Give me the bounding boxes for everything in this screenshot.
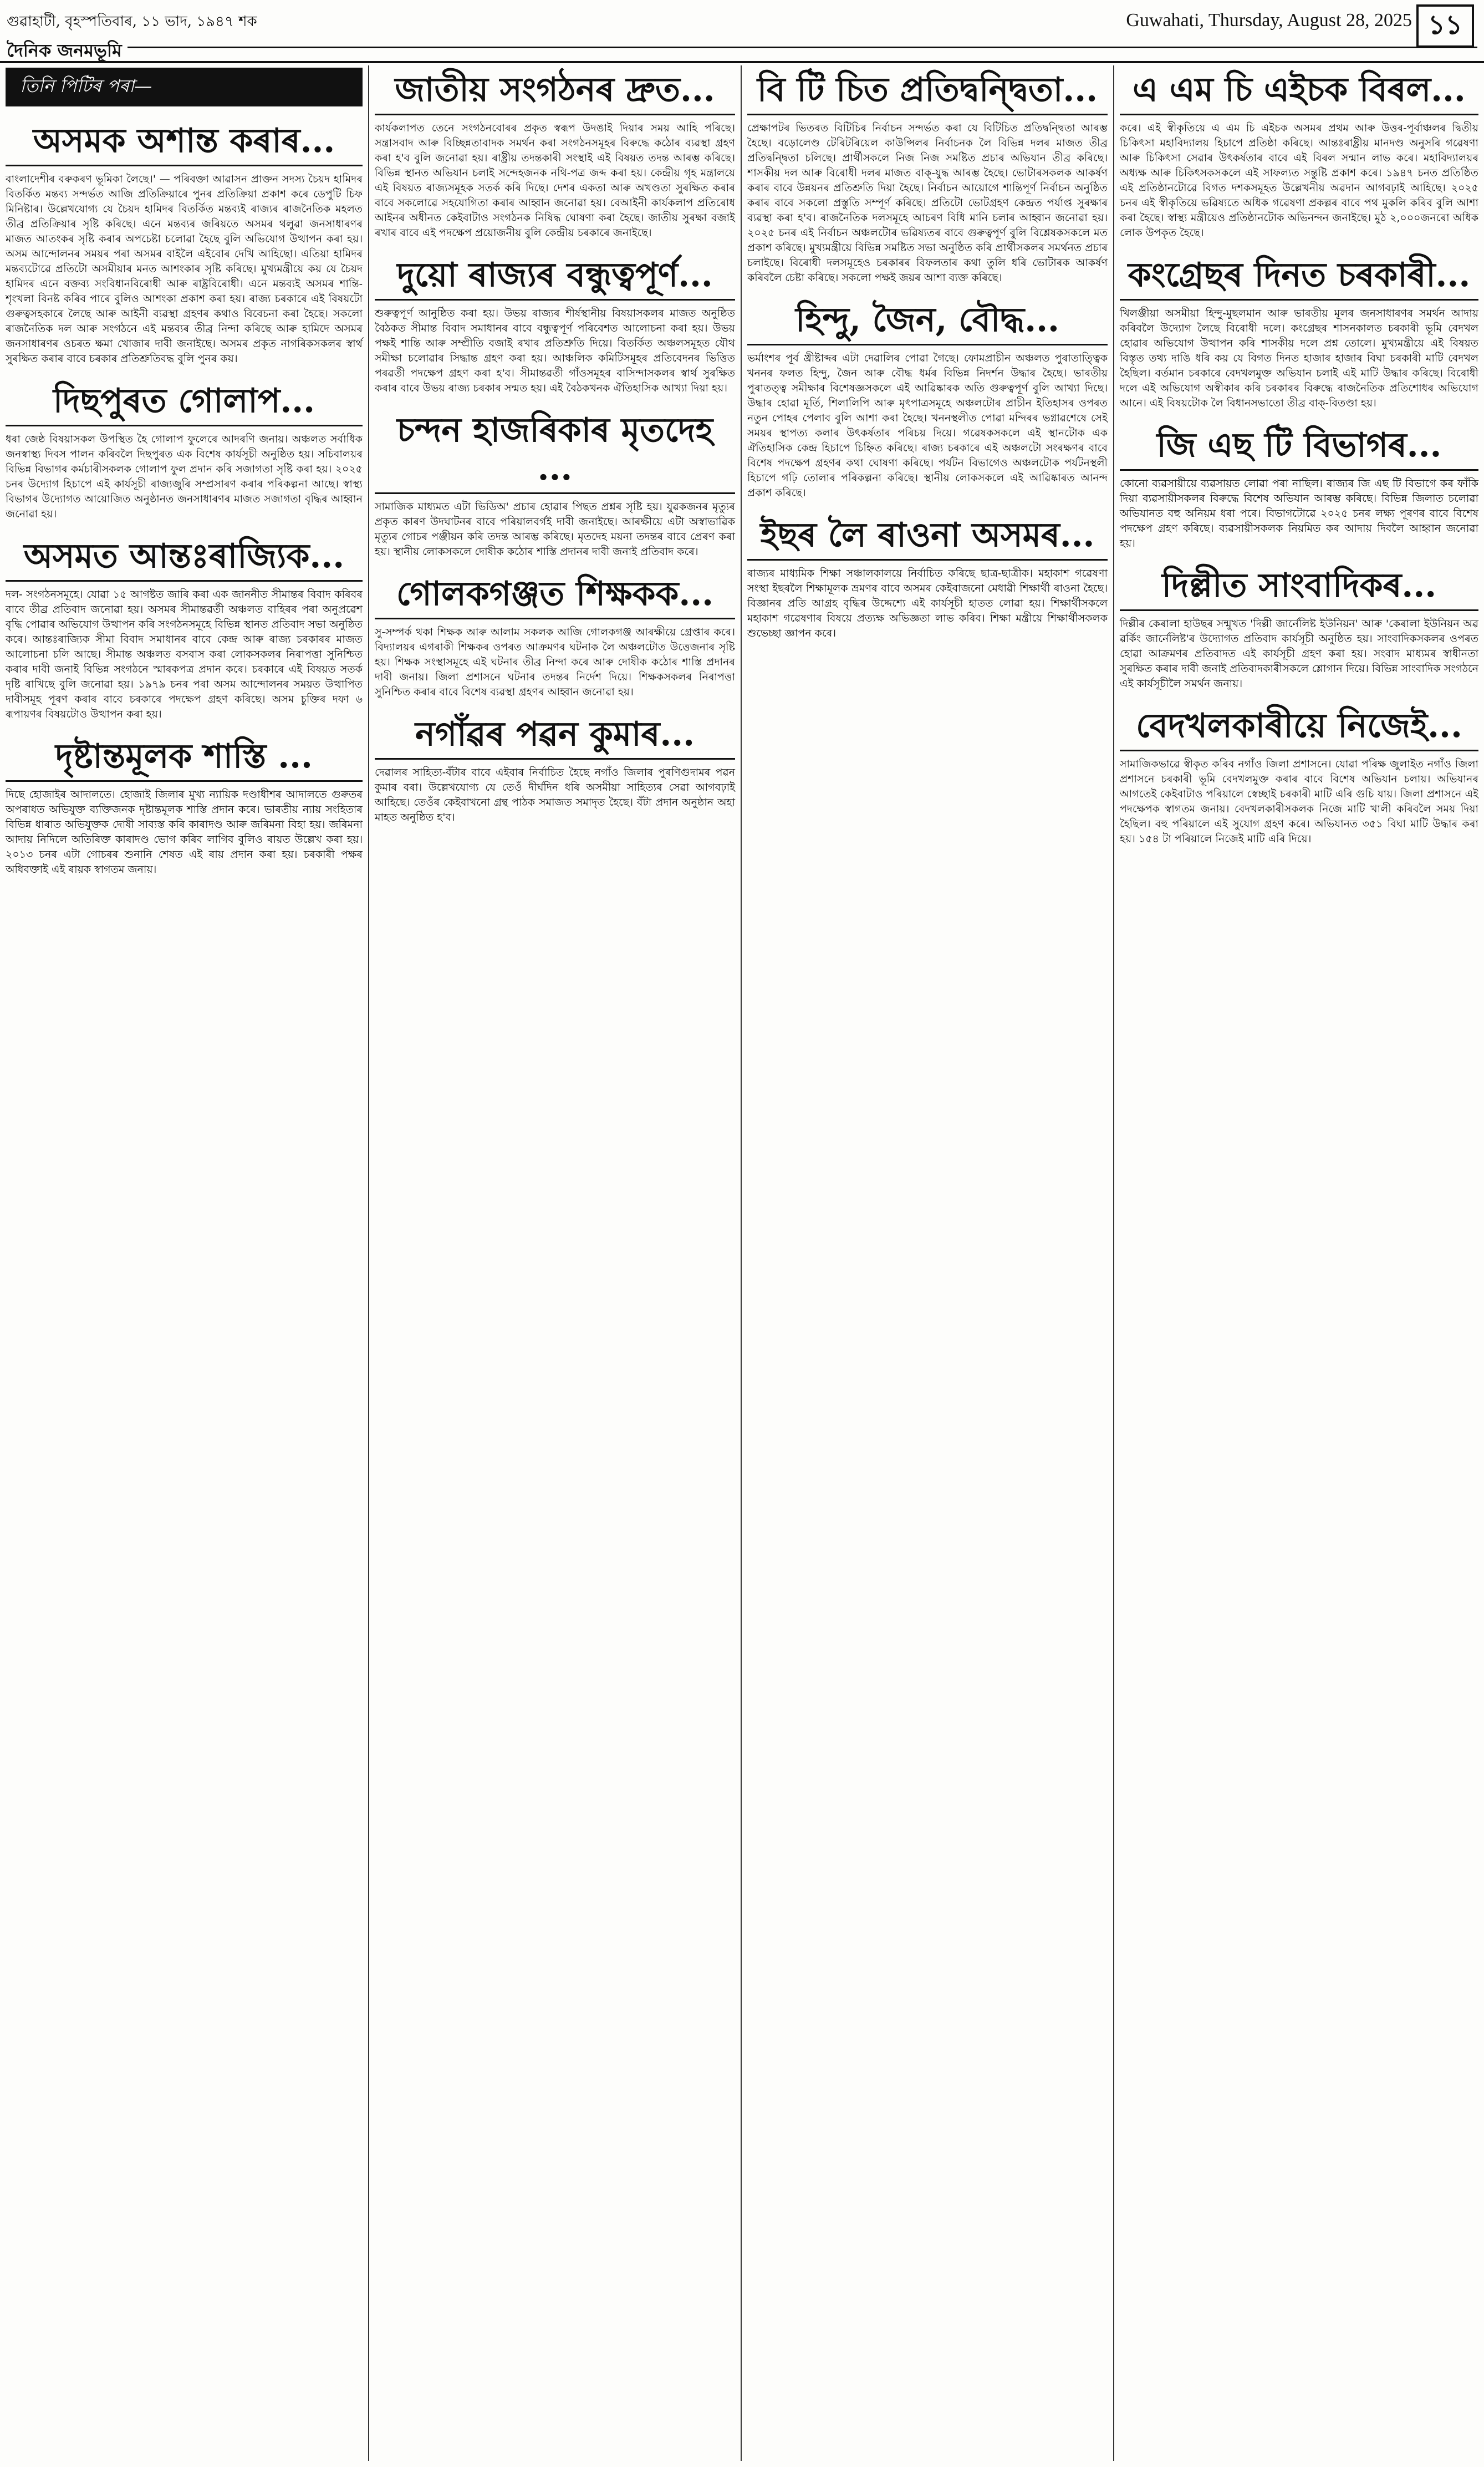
article-body: কাৰ্যকলাপত তেনে সংগঠনবোৰৰ প্ৰকৃত স্বৰূপ উদঙাই দিয়াৰ সময় আহি পৰিছে। সন্ত্ৰাসবাদ আৰু বিচ্ছিন্নতাবাদক সমৰ্থন কৰা সংগঠনসমূহৰ বিৰুদ্ধে কঠোৰ ব্যৱস্থা গ্ৰহণ কৰা হ'ব বুলি জনোৱা হয়। ৰাষ্ট্ৰীয় তদন্তকাৰী সংস্থাই এই বিষয়ত তদন্ত আৰম্ভ কৰিছে। বিভিন্ন স্থানত অভিযান চলাই সন্দেহজনক নথি-পত্ৰ জব্দ কৰা হয়। কেন্দ্ৰীয় গৃহ মন্ত্ৰালয়ে এই বিষয়ত ৰাজ্যসমূহক সতৰ্ক কৰি দিছে। দেশৰ একতা আৰু অখণ্ডতা সুৰক্ষিত কৰাৰ বাবে সকলোৱে সহযোগিতা কৰাৰ আহ্বান জনোৱা হয়। বেআইনী কাৰ্যকলাপ প্ৰতিৰোধ আইনৰ অধীনত কেইবাটাও সংগঠনক নিষিদ্ধ ঘোষণা কৰা হৈছে। জাতীয় সুৰক্ষা বজাই ৰখাৰ বাবে এই পদক্ষেপ প্ৰয়োজনীয় বুলি কেন্দ্ৰীয় চৰকাৰে জনাইছে। xyxy=(375,122,735,239)
headline: অসমত আন্তঃৰাজ্যিক... xyxy=(6,532,363,582)
article xyxy=(1120,65,1478,241)
headline: বি টি চিত প্ৰতিদ্বন্দ্বিতা... xyxy=(747,65,1108,115)
header-rule xyxy=(128,47,1477,48)
column-divider xyxy=(741,65,742,2461)
article xyxy=(375,251,735,396)
column-2 xyxy=(375,65,735,835)
article-body: সামাজিকভাৱে স্বীকৃত কৰিব নগাঁও জিলা প্ৰশাসনে। যোৱা পৰিক্ষ জুলাইত নগাঁও জিলা প্ৰশাসনে চৰকাৰী ভূমি বেদখলমুক্ত কৰাৰ বাবে বিশেষ অভিযান চলায়। অভিযানৰ আগতেই কেইবাটাও পৰিয়ালে স্বেচ্ছাই চৰকাৰী মাটি এৰি গুচি যায়। জিলা প্ৰশাসনে এই পদক্ষেপক স্বাগতম জনায়। বেদখলকাৰীসকলক নিজে মাটি খালী কৰিবলৈ সময় দিয়া হৈছিল। বহু পৰিয়ালে এই সুযোগ গ্ৰহণ কৰে। অভিযানত ৩৫১ বিঘা মাটি উদ্ধাৰ কৰা হয়। ১৫৪ টা পৰিয়ালে নিজেই মাটি এৰি দিয়ে। xyxy=(1120,758,1478,845)
article-body: ধৰা জেষ্ঠ বিষয়াসকল উপস্থিত হৈ গোলাপ ফুলেৰে আদৰণি জনায়। অঞ্চলত সৰ্বাধিক জনস্বাস্থ্য দিবস পালন কৰিবলৈ দিছপুৰত এক বিশেষ কাৰ্যসূচী অনুষ্ঠিত হয়। সচিবালয়ৰ বিভিন্ন বিভাগৰ কৰ্মচাৰীসকলক গোলাপ ফুল প্ৰদান কৰি সজাগতা সৃষ্টি কৰা হয়। ২০২৫ চনৰ উদ্যোগ হিচাপে এই কাৰ্যসূচী ৰাজ্যজুৰি সম্প্ৰসাৰণ কৰাৰ পৰিকল্পনা আছে। স্বাস্থ্য বিভাগৰ উদ্যোগত আয়োজিত অনুষ্ঠানত জনসাধাৰণৰ মাজত সজাগতা বৃদ্ধিৰ আহ্বান জনোৱা হয়। xyxy=(6,433,363,520)
article-body: সু-সম্পৰ্ক থকা শিক্ষক আৰু আলাম সকলক আজি গোলকগঞ্জ আৰক্ষীয়ে গ্ৰেপ্তাৰ কৰে। বিদ্যালয়ৰ এগৰাকী শিক্ষকৰ ওপৰত আক্ৰমণৰ ঘটনাক লৈ অঞ্চলটোত উত্তেজনাৰ সৃষ্টি হয়। শিক্ষক সংস্থাসমূহে এই ঘটনাৰ তীব্ৰ নিন্দা কৰে আৰু দোষীক কঠোৰ শাস্তি প্ৰদানৰ দাবী জনায়। জিলা প্ৰশাসনে ঘটনাৰ তদন্তৰ নিৰ্দেশ দিয়ে। শিক্ষকসকলৰ নিৰাপত্তা সুনিশ্চিত কৰাৰ বাবে বিশেষ ব্যৱস্থা গ্ৰহণৰ আহ্বান জনোৱা হয়। xyxy=(375,626,735,698)
headline: ইছৰ লৈ ৰাওনা অসমৰ... xyxy=(747,511,1108,561)
page-number: ১১ xyxy=(1416,4,1474,48)
article xyxy=(1120,421,1478,551)
article-body: খিলঞ্জীয়া অসমীয়া হিন্দু-মুছলমান আৰু ভাৰতীয় মূলৰ জনসাধাৰণৰ সমৰ্থন আদায় কৰিবলৈ উদ্যোগ লৈছে বিৰোধী দলে। কংগ্ৰেছৰ শাসনকালত চৰকাৰী ভূমি বেদখল হোৱাৰ অভিযোগ উত্থাপন কৰি শাসকীয় দলে প্ৰশ্ন তোলে। মুখ্যমন্ত্ৰীয়ে এই বিষয়ত বিস্তৃত তথ্য দাঙি ধৰি কয় যে বিগত দিনত হাজাৰ হাজাৰ বিঘা চৰকাৰী মাটি বেদখল হৈছিল। বৰ্তমান চৰকাৰে বেদখলমুক্ত অভিযান চলাই এই মাটি উদ্ধাৰ কৰিছে। বিৰোধী দলে এই অভিযোগ অস্বীকাৰ কৰি চৰকাৰৰ বিৰুদ্ধে ৰাজনৈতিক প্ৰতিশোধৰ অভিযোগ আনে। এই বিষয়টোক লৈ বিধানসভাতো তীব্ৰ বাক্-বিতণ্ডা হয়। xyxy=(1120,307,1478,409)
headline: দুয়ো ৰাজ্যৰ বন্ধুত্বপূৰ্ণ... xyxy=(375,251,735,301)
article-body: দল- সংগঠনসমূহে। যোৱা ১৫ আগষ্টত জাৰি কৰা এক জাননীত সীমান্তৰ বিবাদ কৰিবৰ বাবে তীব্ৰ প্ৰতিবাদ জনোৱা হয়। অসমৰ সীমান্তৱৰ্তী অঞ্চলত বাহিৰৰ পৰা অনুপ্ৰৱেশ বৃদ্ধি পোৱাৰ অভিযোগ উত্থাপন কৰি সংগঠনসমূহে বিভিন্ন স্থানত প্ৰতিবাদ সভা অনুষ্ঠিত কৰে। আন্তঃৰাজ্যিক সীমা বিবাদ সমাধানৰ বাবে কেন্দ্ৰ আৰু ৰাজ্য চৰকাৰৰ মাজত আলোচনা চলি আছে। সীমান্ত অঞ্চলত বসবাস কৰা লোকসকলৰ নিৰাপত্তা সুনিশ্চিত কৰাৰ দাবী জনাই বিভিন্ন সংগঠনে স্মাৰকপত্ৰ প্ৰদান কৰে। চৰকাৰে এই বিষয়ত সতৰ্ক দৃষ্টি ৰাখিছে বুলি জনোৱা হয়। ১৯৭৯ চনৰ পৰা অসম আন্দোলনৰ সময়ত উত্থাপিত দাবীসমূহ পূৰণ কৰাৰ বাবে চৰকাৰে পদক্ষেপ গ্ৰহণ কৰিছে। অসম চুক্তিৰ দফা ৬ ৰূপায়ণৰ বিষয়টোও উত্থাপন কৰা হয়। xyxy=(6,588,363,720)
headline: জাতীয় সংগঠনৰ দ্ৰুত... xyxy=(375,65,735,115)
page-header xyxy=(0,0,1484,63)
article xyxy=(6,377,363,522)
column-divider xyxy=(368,65,369,2461)
article xyxy=(6,116,363,367)
headline: হিন্দু, জৈন, বৌদ্ধ... xyxy=(747,296,1108,345)
article-body: ৰাজ্যৰ মাধ্যমিক শিক্ষা সঞ্চালকালয়ে নিৰ্বাচিত কৰিছে ছাত্ৰ-ছাত্ৰীক। মহাকাশ গৱেষণা সংস্থা ইছৰলৈ শিক্ষামূলক ভ্ৰমণৰ বাবে অসমৰ কেইবাজনো মেধাৱী শিক্ষাৰ্থী ৰাওনা হৈছে। বিজ্ঞানৰ প্ৰতি আগ্ৰহ বৃদ্ধিৰ উদ্দেশ্যে এই কাৰ্যসূচী হাতত লোৱা হয়। শিক্ষাৰ্থীসকলে মহাকাশ গৱেষণাৰ বিষয়ে প্ৰত্যক্ষ অভিজ্ঞতা লাভ কৰিব। শিক্ষা মন্ত্ৰীয়ে শিক্ষাৰ্থীসকলক শুভেচ্ছা জ্ঞাপন কৰে। xyxy=(747,567,1108,639)
article-body: দিছে হোজাইৰ আদালতে। হোজাই জিলাৰ মুখ্য ন্যায়িক দণ্ডাধীশৰ আদালতে গুৰুতৰ অপৰাধত অভিযুক্ত ব্যক্তিজনক দৃষ্টান্তমূলক শাস্তি প্ৰদান কৰে। ভাৰতীয় ন্যায় সংহিতাৰ বিভিন্ন ধাৰাত অভিযুক্তক দোষী সাব্যস্ত কৰি কাৰাদণ্ড আৰু জৰিমনা বিহা হয়। জৰিমনা আদায় নিদিলে অতিৰিক্ত কাৰাদণ্ড ভোগ কৰিব লাগিব বুলিও ৰায়ত উল্লেখ কৰা হয়। ২০১৩ চনৰ এটা গোচৰৰ শুনানি শেষত এই ৰায় প্ৰদান কৰা হয়। চৰকাৰী পক্ষৰ অধিবক্তাই এই ৰায়ক স্বাগতম জনায়। xyxy=(6,789,363,876)
article-body: কৰে। এই স্বীকৃতিয়ে এ এম চি এইচক অসমৰ প্ৰথম আৰু উত্তৰ-পূৰ্বাঞ্চলৰ দ্বিতীয় চিকিৎসা মহাবিদ্যালয় হিচাপে প্ৰতিষ্ঠা কৰিছে। আন্তঃৰাষ্ট্ৰীয় মানদণ্ড অনুসৰি গৱেষণা আৰু চিকিৎসা সেৱাৰ উৎকৰ্ষতাৰ বাবে এই বিৰল সন্মান লাভ কৰে। মহাবিদ্যালয়ৰ অধ্যক্ষ আৰু চিকিৎসকসকলে এই সাফল্যত সন্তুষ্টি প্ৰকাশ কৰে। ১৯৪৭ চনত প্ৰতিষ্ঠিত এই প্ৰতিষ্ঠানটোৱে বিগত দশকসমূহত উল্লেখনীয় অৱদান আগবঢ়াই আহিছে। ২০২৫ চনৰ এই স্বীকৃতিয়ে ভৱিষ্যতে অধিক গৱেষণা প্ৰকল্পৰ বাবে পথ মুকলি কৰিব বুলি আশা কৰা হৈছে। স্বাস্থ্য মন্ত্ৰীয়েও প্ৰতিষ্ঠানটোক অভিনন্দন জনাইছে। মুঠ ২,০০০জনৰো অধিক লোক উপকৃত হৈছে। xyxy=(1120,122,1478,239)
article xyxy=(375,569,735,700)
headline: দৃষ্টান্তমূলক শাস্তি ... xyxy=(6,732,363,782)
column-divider xyxy=(1113,65,1114,2461)
headline: এ এম চি এইচক বিৰল... xyxy=(1120,65,1478,115)
headline: গোলকগঞ্জত শিক্ষকক... xyxy=(375,569,735,619)
article xyxy=(747,65,1108,286)
article xyxy=(6,532,363,722)
headline: কংগ্ৰেছৰ দিনত চৰকাৰী... xyxy=(1120,251,1478,301)
article-body: বাংলাদেশীৰ বৰুকৰণ ভূমিকা লৈছে।' — পৰিবক্তা আৱাসন প্ৰাক্তন সদস্য চৈয়দ হামিদৰ বিতৰ্কিত মন্তব্য সন্দৰ্ভত আজি প্ৰতিক্ৰিয়াৰে পুনৰ প্ৰতিক্ৰিয়া প্ৰকাশ কৰে ডেপুটি চিফ মিনিষ্টাৰ। উল্লেখযোগ্য যে চৈয়দ হামিদৰ বিতৰ্কিত মন্তব্যই ৰাজ্যৰ ৰাজনৈতিক মহলত তীব্ৰ প্ৰতিক্ৰিয়াৰ সৃষ্টি কৰিছে। এনে মন্তব্যৰ জৰিয়তে অসমৰ থলুৱা জনসাধাৰণৰ মাজত আতংকৰ সৃষ্টি কৰাৰ অপচেষ্টা চলোৱা হৈছে বুলি অভিযোগ উত্থাপন কৰা হয়। অসম আন্দোলনৰ সময়ৰ পৰা অসমৰ বাইলৈ এইবোৰ দেখি আহিছো। এতিয়া হামিদৰ মন্তব্যটোৱে প্ৰতিটো অসমীয়াৰ মনত আশংকাৰ সৃষ্টি কৰিছে। মুখ্যমন্ত্ৰীয়ে কয় যে চৈয়দ হামিদৰ এনে বক্তব্য সংবিধানবিৰোধী আৰু ৰাষ্ট্ৰবিৰোধী। এনে মন্তব্যই অসমৰ শান্তি-শৃংখলা বিনষ্ট কৰিব পাৰে বুলিও আশংকা প্ৰকাশ কৰা হয়। ৰাজ্য চৰকাৰে এই বিষয়টো গুৰুত্বসহকাৰে লৈছে আৰু আইনী ব্যৱস্থা গ্ৰহণৰ কথাও বিবেচনা কৰা হৈছে। সকলো ৰাজনৈতিক দল আৰু সংগঠনে এই মন্তব্যৰ তীব্ৰ নিন্দা কৰিছে আৰু হামিদে অসমৰ জনসাধাৰণৰ ওচৰত ক্ষমা খোজাৰ দাবী জনাইছে। অসমৰ প্ৰকৃত নাগৰিকসকলৰ স্বাৰ্থ সুৰক্ষিত কৰাৰ বাবে চৰকাৰ প্ৰতিশ্ৰুতিবদ্ধ বুলি পুনৰ কয়। xyxy=(6,173,363,365)
headline: বেদখলকাৰীয়ে নিজেই... xyxy=(1120,701,1478,751)
article xyxy=(1120,251,1478,411)
section-label: তিনি পিটিৰ পৰা— xyxy=(6,68,363,106)
article xyxy=(375,65,735,241)
article-body: দেৱালৰ সাহিত্য-বঁটাৰ বাবে এইবাৰ নিৰ্বাচিত হৈছে নগাঁও জিলাৰ পুৰণিগুদামৰ পৱন কুমাৰ বৰা। উল্লেখযোগ্য যে তেওঁ দীৰ্ঘদিন ধৰি অসমীয়া সাহিত্যৰ সেৱা আগবঢ়াই আহিছে। তেওঁৰ কেইবাখনো গ্ৰন্থ পাঠক সমাজত সমাদৃত হৈছে। বঁটা প্ৰদান অনুষ্ঠান অহা মাহত অনুষ্ঠিত হ'ব। xyxy=(375,766,735,823)
article-body: দিল্লীৰ কেৰালা হাউছৰ সন্মুখত 'দিল্লী জাৰ্নেলিষ্ট ইউনিয়ন' আৰু 'কেৰালা ইউনিয়ন অৱ ৱৰ্কিং জাৰ্নেলিষ্ট'ৰ উদ্যোগত প্ৰতিবাদ কাৰ্যসূচী অনুষ্ঠিত হয়। সাংবাদিকসকলৰ ওপৰত হোৱা আক্ৰমণৰ প্ৰতিবাদত এই কাৰ্যসূচী গ্ৰহণ কৰা হয়। সংবাদ মাধ্যমৰ স্বাধীনতা সুৰক্ষিত কৰাৰ দাবী জনাই প্ৰতিবাদকাৰীসকলে শ্লোগান দিয়ে। বিভিন্ন সাংবাদিক সংগঠনে এই কাৰ্যসূচীলৈ সমৰ্থন জনায়। xyxy=(1120,618,1478,690)
dateline-assamese: গুৱাহাটী, বৃহস্পতিবাৰ, ১১ ভাদ, ১৯৪৭ শক xyxy=(7,13,257,30)
article xyxy=(375,406,735,559)
dateline-english: Guwahati, Thursday, August 28, 2025 xyxy=(1126,10,1412,30)
article xyxy=(1120,701,1478,847)
column-1 xyxy=(6,65,363,887)
article-body: কোনো ব্যৱসায়ীয়ে ব্যৱসায়ত লোৱা পৰা নাছিল। ৰাজ্যৰ জি এছ টি বিভাগে কৰ ফাঁকি দিয়া ব্যৱসায়ীসকলৰ বিৰুদ্ধে বিশেষ অভিযান আৰম্ভ কৰিছে। বিভিন্ন জিলাত চলোৱা অভিযানত বহু অনিয়ম ধৰা পৰে। বিভাগটোৱে ২০২৫ চনৰ লক্ষ্য পূৰণৰ বাবে বিশেষ পদক্ষেপ গ্ৰহণ কৰিছে। ব্যৱসায়ীসকলক নিয়মিত কৰ আদায় দিবলৈ আহ্বান জনোৱা হয়। xyxy=(1120,477,1478,550)
headline: দিছপুৰত গোলাপ... xyxy=(6,377,363,426)
column-4 xyxy=(1120,65,1478,857)
article-body: সামাজিক মাধ্যমত এটা ভিডিঅ' প্ৰচাৰ হোৱাৰ পিছত প্ৰশ্নৰ সৃষ্টি হয়। যুৱকজনৰ মৃত্যুৰ প্ৰকৃত কাৰণ উদঘাটনৰ বাবে পৰিয়ালবৰ্গই দাবী জনাইছে। আৰক্ষীয়ে এটা অস্বাভাৱিক মৃত্যুৰ গোচৰ পঞ্জীয়ন কৰি তদন্ত আৰম্ভ কৰিছে। মৃতদেহ ময়না তদন্তৰ বাবে প্ৰেৰণ কৰা হয়। স্থানীয় লোকসকলে দোষীক কঠোৰ শাস্তি প্ৰদানৰ দাবী জনাই প্ৰতিবাদ কৰে। xyxy=(375,501,735,558)
headline: জি এছ টি বিভাগৰ... xyxy=(1120,421,1478,471)
headline: চন্দন হাজৰিকাৰ মৃতদেহ ... xyxy=(375,406,735,494)
article-body: প্ৰেক্ষাপটৰ ভিতৰত বিটিচিৰ নিৰ্বাচন সন্দৰ্ভত কৰা যে বিটিচিত প্ৰতিদ্বন্দ্বিতা আৰম্ভ হৈছে। বড়োলেণ্ড টেৰিটৰিয়েল কাউন্সিলৰ নিৰ্বাচনক লৈ বিভিন্ন দলৰ মাজত তীব্ৰ প্ৰতিদ্বন্দ্বিতা চলিছে। প্ৰাৰ্থীসকলে নিজ নিজ সমষ্টিত প্ৰচাৰ অভিযান তীব্ৰ কৰিছে। শাসকীয় দল আৰু বিৰোধী দলৰ মাজত বাক্-যুদ্ধ আৰম্ভ হৈছে। ভোটাৰসকলক আকৰ্ষণ কৰাৰ বাবে উন্নয়নৰ প্ৰতিশ্ৰুতি দিয়া হৈছে। নিৰ্বাচন আয়োগে শান্তিপূৰ্ণ নিৰ্বাচন অনুষ্ঠিত কৰাৰ বাবে সকলো প্ৰস্তুতি সম্পূৰ্ণ কৰিছে। প্ৰতিটো ভোটগ্ৰহণ কেন্দ্ৰত পৰ্যাপ্ত সুৰক্ষাৰ ব্যৱস্থা কৰা হ'ব। ৰাজনৈতিক দলসমূহে আচৰণ বিধি মানি চলাৰ আহ্বান জনোৱা হয়। ২০২৫ চনৰ এই নিৰ্বাচন অঞ্চলটোৰ ভৱিষ্যতৰ বাবে গুৰুত্বপূৰ্ণ বুলি বিশ্লেষকসকলে মত প্ৰকাশ কৰিছে। মুখ্যমন্ত্ৰীয়ে বিভিন্ন সমষ্টিত সভা অনুষ্ঠিত কৰি প্ৰাৰ্থীসকলৰ সমৰ্থনত প্ৰচাৰ চলাইছে। বিৰোধী দলসমূহেও চৰকাৰৰ বিফলতাৰ কথা তুলি ধৰি ভোটাৰক আকৰ্ষণ কৰিবলৈ চেষ্টা কৰিছে। সকলো পক্ষই জয়ৰ আশা ব্যক্ত কৰিছে। xyxy=(747,122,1108,284)
column-3 xyxy=(747,65,1108,651)
article xyxy=(1120,561,1478,691)
article xyxy=(375,710,735,825)
article xyxy=(6,732,363,877)
article xyxy=(747,296,1108,501)
newspaper-brand: দৈনিক জনমভূমি xyxy=(7,40,122,61)
article xyxy=(747,511,1108,641)
headline: দিল্লীত সাংবাদিকৰ... xyxy=(1120,561,1478,611)
headline: নগাঁৱৰ পৱন কুমাৰ... xyxy=(375,710,735,760)
article-body: ভৰ্মাংশৰ পূৰ্ব খ্ৰীষ্টাব্দৰ এটা দেৱালিৰ পোৱা গৈছে। ফোমপ্ৰাচীন অঞ্চলত পুৰাতাত্ত্বিক খননৰ ফলত হিন্দু, জৈন আৰু বৌদ্ধ ধৰ্মৰ বিভিন্ন নিদৰ্শন উদ্ধাৰ হৈছে। ভাৰতীয় পুৰাতত্ত্ব সমীক্ষাৰ বিশেষজ্ঞসকলে এই আৱিষ্কাৰক অতি গুৰুত্বপূৰ্ণ বুলি আখ্যা দিছে। উদ্ধাৰ হোৱা মূৰ্তি, শিলালিপি আৰু মৃৎপাত্ৰসমূহে অঞ্চলটোৰ প্ৰাচীন ইতিহাসৰ ওপৰত নতুন পোহৰ পেলাব বুলি আশা কৰা হৈছে। খননস্থলীত পোৱা মন্দিৰৰ ভগ্নাৱশেষে সেই সময়ৰ স্থাপত্য কলাৰ উৎকৰ্ষতাৰ পৰিচয় দিয়ে। গৱেষকসকলে এই স্থানটোক এক ঐতিহাসিক কেন্দ্ৰ হিচাপে চিহ্নিত কৰিছে। ৰাজ্য চৰকাৰে এই অঞ্চলটো সংৰক্ষণৰ বাবে বিশেষ পদক্ষেপ গ্ৰহণৰ কথা ঘোষণা কৰিছে। পৰ্যটন বিভাগেও অঞ্চলটোক পৰ্যটনস্থলী হিচাপে গঢ়ি তোলাৰ পৰিকল্পনা কৰিছে। স্থানীয় লোকসকলে এই আৱিষ্কাৰত আনন্দ প্ৰকাশ কৰিছে। xyxy=(747,352,1108,499)
headline: অসমক অশান্ত কৰাৰ... xyxy=(6,116,363,166)
article-body: শুৰুত্বপূৰ্ণ আনুষ্ঠিত কৰা হয়। উভয় ৰাজ্যৰ শীৰ্ষস্থানীয় বিষয়াসকলৰ মাজত অনুষ্ঠিত বৈঠকত সীমান্ত বিবাদ সমাধানৰ বাবে বন্ধুত্বপূৰ্ণ পৰিবেশত আলোচনা কৰা হয়। উভয় পক্ষই শান্তি আৰু সম্প্ৰীতি বজাই ৰখাৰ প্ৰতিশ্ৰুতি দিয়ে। বিতৰ্কিত অঞ্চলসমূহত যৌথ সমীক্ষা চলোৱাৰ সিদ্ধান্ত গ্ৰহণ কৰা হয়। আঞ্চলিক কমিটিসমূহৰ প্ৰতিবেদনৰ ভিত্তিত পৰৱৰ্তী পদক্ষেপ গ্ৰহণ কৰা হ'ব। সীমান্তৱৰ্তী গাঁওসমূহৰ বাসিন্দাসকলৰ স্বাৰ্থ সুৰক্ষিত কৰাৰ বাবে উভয় ৰাজ্য চৰকাৰ সন্মত হয়। এই বৈঠকখনক ঐতিহাসিক আখ্যা দিয়া হয়। xyxy=(375,307,735,394)
